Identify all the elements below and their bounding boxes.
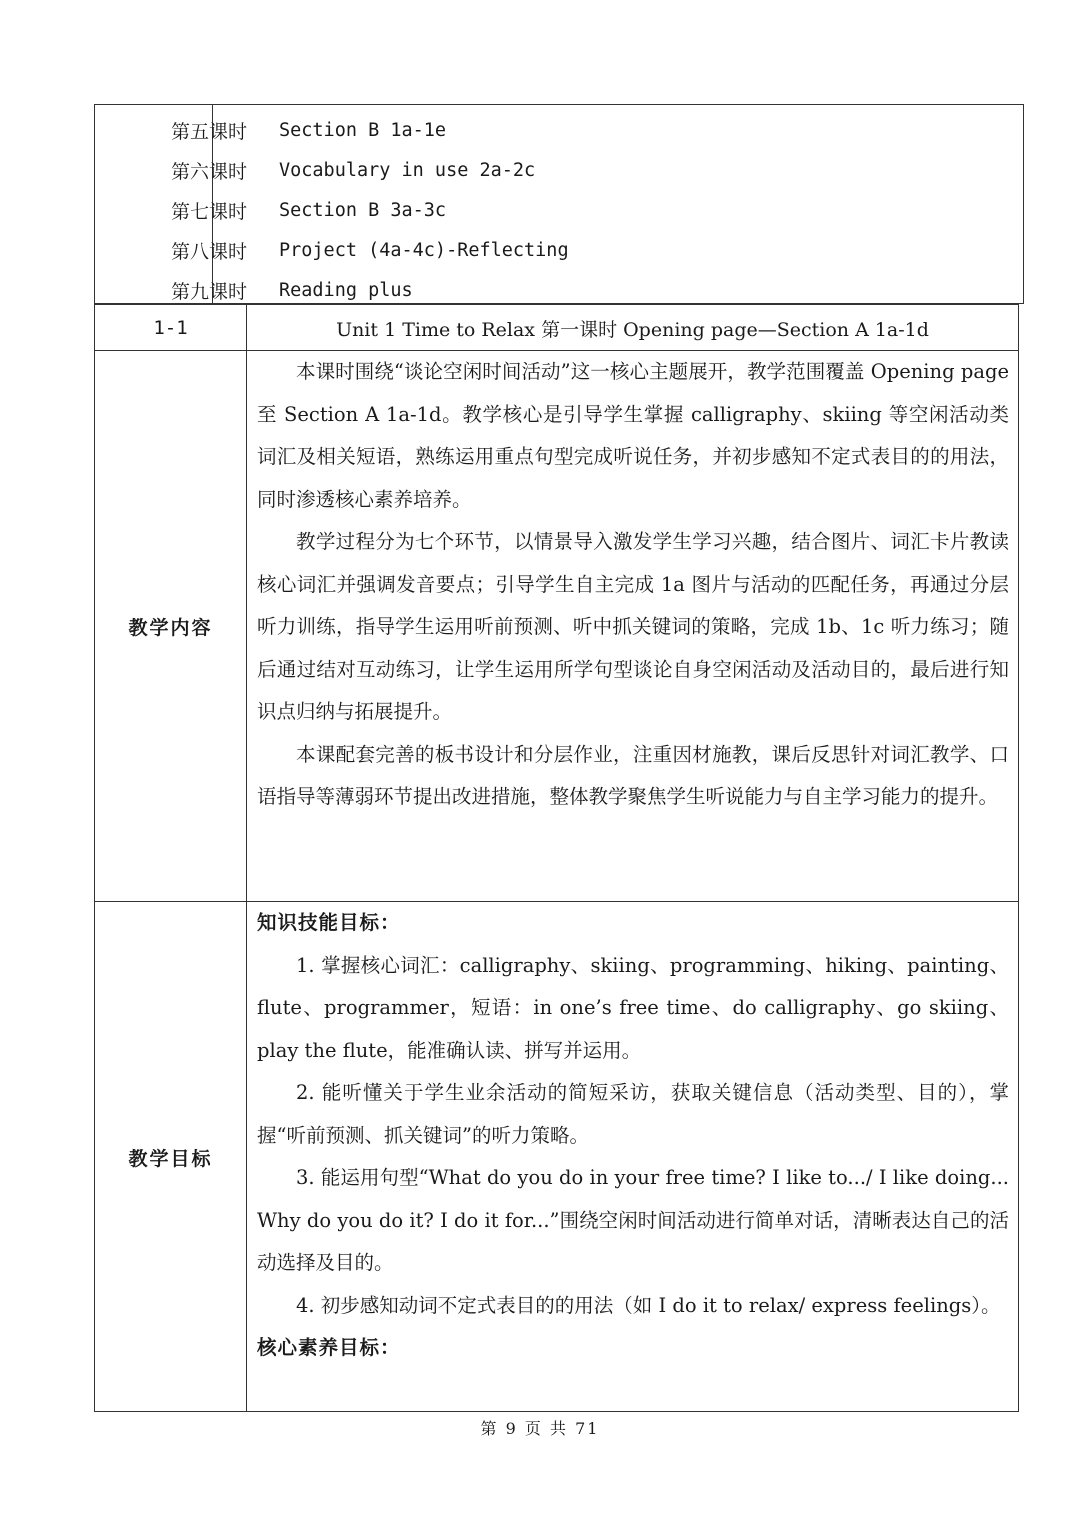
lesson-item (171, 230, 569, 270)
content-paragraph: 本课配套完善的板书设计和分层作业，注重因材施教，课后反思针对词汇教学、口语指导等薄弱环节提出改进措施，整体教学聚焦学生听说能力与自主学习能力的提升。 (257, 742, 1009, 808)
lesson-item (171, 110, 446, 150)
content-paragraph: 本课时围绕“谈论空闲时间活动”这一核心主题展开，教学范围覆盖 Opening page 至 Section A 1a-1d。教学核心是引导学生掌握 calligraphy、skiing 等空闲活动类词汇及相关短语，熟练运用重点句型完成听说任务，并初步感知不定式表目的的用法，同时渗透核心素养培养。 (257, 360, 1009, 511)
objectives-label: 教学目标 (128, 1148, 213, 1170)
lesson-number: 第六课时 (171, 160, 248, 183)
column-divider (246, 305, 247, 1411)
lesson-number: 第八课时 (171, 240, 248, 263)
lesson-number: 第七课时 (171, 200, 248, 223)
content-body (257, 351, 1009, 819)
lesson-id: 1-1 (153, 316, 188, 339)
lesson-number: 第五课时 (171, 120, 248, 143)
lesson-section: Section B 3a-3c (279, 199, 447, 221)
lesson-plan-table (94, 304, 1019, 1412)
lesson-title: Unit 1 Time to Relax 第一课时 Opening page—Section A 1a-1d (336, 318, 929, 341)
objectives-body (257, 902, 1009, 1370)
page-footer: 第 9 页 共 71 (480, 1419, 600, 1438)
lesson-item (171, 150, 535, 190)
objective-item: 1. 掌握核心词汇：calligraphy、skiing、programming、hiking、painting、flute、programmer，短语：in one’s free time、do calligraphy、go skiing、play the flute，能准确认读、拼写并运用。 (257, 953, 1009, 1062)
lesson-item (171, 190, 446, 230)
objective-item: 2. 能听懂关于学生业余活动的简短采访，获取关键信息（活动类型、目的），掌握“听前预测、抓关键词”的听力策略。 (257, 1081, 1009, 1147)
lesson-section: Section B 1a-1e (279, 119, 447, 141)
lesson-number: 第九课时 (171, 280, 248, 303)
objective-item: 3. 能运用句型“What do you do in your free time? I like to.../ I like doing... Why do you do it? I do it for...”围绕空闲时间活动进行简单对话，清晰表达自己的活动选择及目的。 (257, 1166, 1009, 1274)
core-literacy-heading: 核心素养目标： (257, 1336, 401, 1359)
lesson-section: Vocabulary in use 2a-2c (279, 159, 536, 181)
content-label: 教学内容 (128, 616, 213, 639)
content-paragraph: 教学过程分为七个环节，以情景导入激发学生学习兴趣，结合图片、词汇卡片教读核心词汇并强调发音要点；引导学生自主完成 1a 图片与活动的匹配任务，再通过分层听力训练，指导学生运用听前预测、听中抓关键词的策略，完成 1b、1c 听力练习；随后通过结对互动练习，让学生运用所学句型谈论自身空闲活动及活动目的，最后进行知识点归纳与拓展提升。 (257, 530, 1009, 723)
lesson-section: Project (4a-4c)-Reflecting (279, 239, 569, 261)
lesson-section: Reading plus (279, 279, 413, 301)
objective-item: 4. 初步感知动词不定式表目的的用法（如 I do it to relax/ express feelings）。 (296, 1293, 1001, 1317)
knowledge-heading: 知识技能目标： (257, 911, 401, 934)
